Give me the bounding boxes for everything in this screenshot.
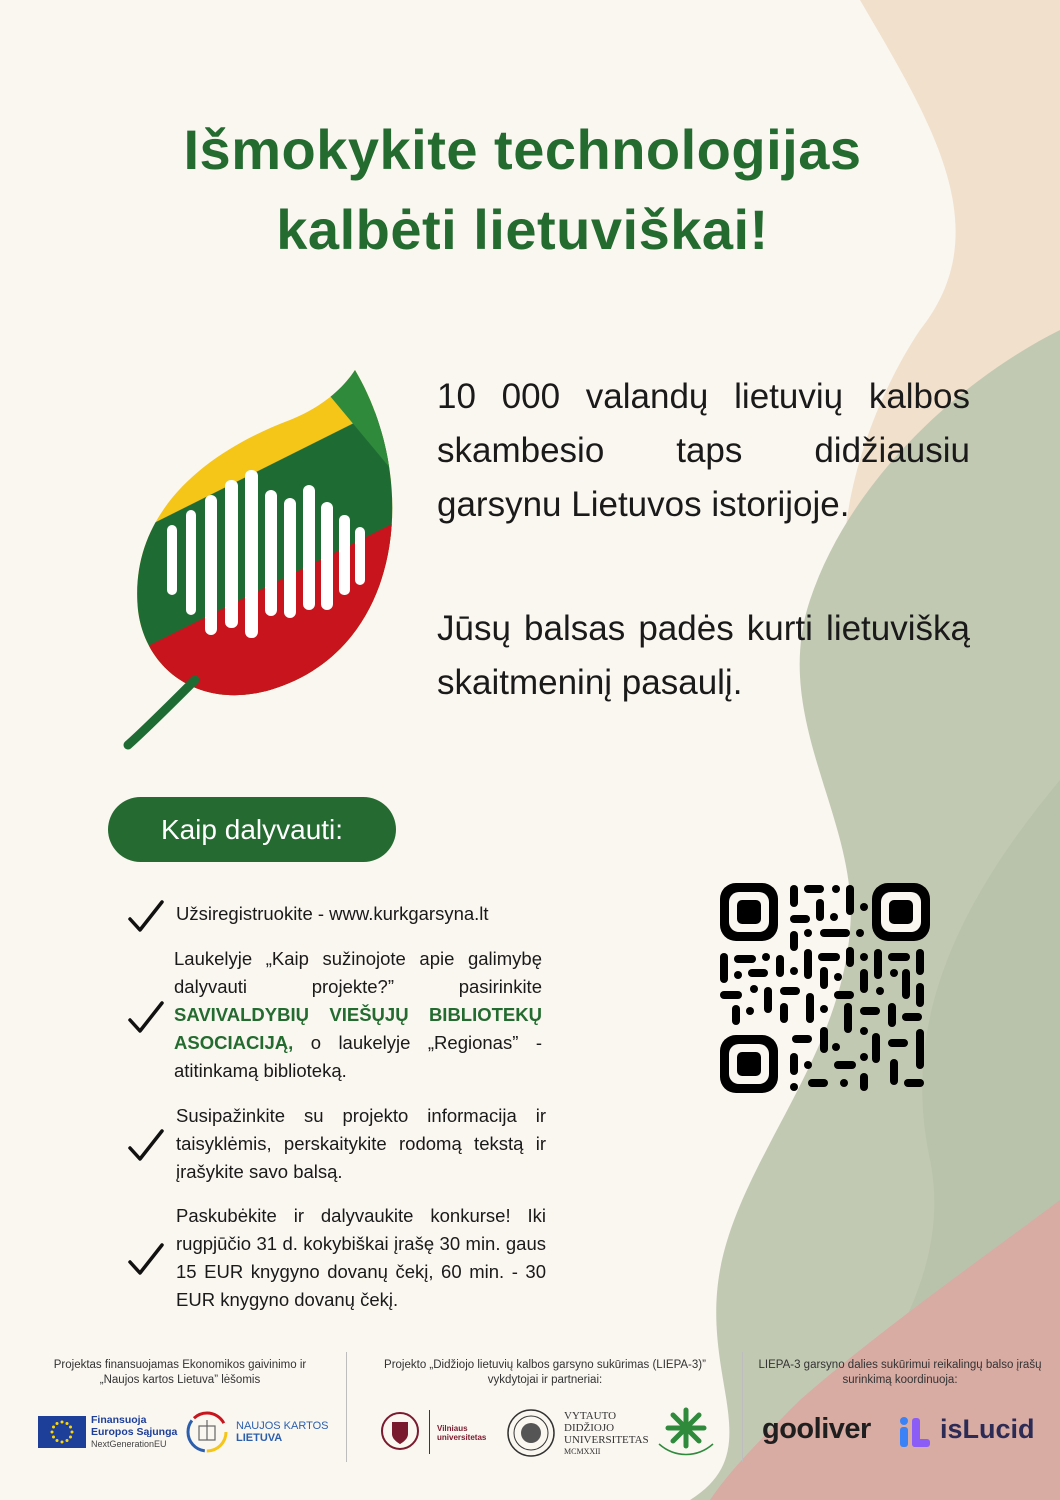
vdu-text (564, 1410, 649, 1458)
gooliver-logo: gooliver (762, 1413, 871, 1445)
footer-divider (346, 1352, 347, 1462)
vdu-seal-icon (506, 1408, 556, 1458)
footer-funding-line-2: „Naujos kartos Lietuva” lėšomis (99, 1374, 261, 1386)
step-2-highlight: SAVIVALDYBIŲ VIEŠŲJŲ BIBLIOTEKŲ ASOCIACIJĄ, (174, 1004, 542, 1053)
vdu-line-2: DIDŽIOJO (564, 1422, 615, 1434)
eu-line-2: Europos Sąjunga (91, 1426, 178, 1438)
title-line-1: Išmokykite technologijas (183, 118, 862, 181)
vilnius-university-text (437, 1424, 486, 1442)
intro-paragraph-2: Jūsų balsas padės kurti lietuvišką skaitmeninį pasaulį. (437, 609, 970, 702)
footer-funding-text (30, 1358, 330, 1388)
check-icon (126, 1000, 166, 1036)
eu-line-1: Finansuoja (91, 1414, 147, 1426)
title-line-2: kalbėti lietuviškai! (276, 198, 769, 261)
how-to-participate-heading: Kaip dalyvauti: (108, 797, 396, 862)
footer-coordinator-text (750, 1358, 1050, 1388)
eu-logo-text (91, 1414, 177, 1450)
islucid-logo-icon (898, 1416, 932, 1448)
step-2-text (174, 945, 542, 1085)
islucid-logo-text: isLucid (940, 1414, 1035, 1444)
footer-coordinator-line-1: LIEPA-3 garsyno dalies sukūrimui reikalingų balso įrašų (758, 1359, 1042, 1371)
page-title (0, 110, 1045, 270)
nk-line-2: LIETUVA (236, 1432, 283, 1444)
vilnius-university-seal-icon (380, 1410, 420, 1452)
intro-paragraph-1: 10 000 valandų lietuvių kalbos skambesio taps didžiausiu garsynu Lietuvos istorijoje. (437, 377, 970, 524)
lki-logo-icon (655, 1404, 717, 1460)
check-icon (126, 1128, 166, 1164)
vdu-line-4: MCMXXII (564, 1447, 601, 1456)
footer-partners-line-1: Projekto „Didžiojo lietuvių kalbos garsyno sukūrimas (LIEPA-3)” (384, 1359, 706, 1371)
vdu-line-1: VYTAUTO (564, 1410, 617, 1422)
footer-partners-line-2: vykdytojai ir partneriai: (487, 1374, 603, 1386)
vdu-line-3: UNIVERSITETAS (564, 1434, 649, 1446)
naujos-kartos-logo-text (236, 1420, 329, 1444)
footer-coordinator-line-2: surinkimą koordinuoja: (842, 1374, 958, 1386)
footer-divider (742, 1352, 743, 1462)
step-2-text-after: o laukelyje „Regionas” - atitinkamą biblioteką. (174, 1032, 542, 1081)
check-icon (126, 899, 166, 935)
leaf-soundwave-logo (120, 360, 400, 760)
step-1-text: Užsiregistruokite - www.kurkgarsyna.lt (176, 903, 489, 924)
footer-partners-text (360, 1358, 730, 1388)
step-3-text: Susipažinkite su projekto informacija ir taisyklėmis, perskaitykite rodomą tekstą ir įrašykite savo balsą. (176, 1105, 546, 1182)
check-icon (126, 1242, 166, 1278)
vu-divider (429, 1410, 430, 1454)
naujos-kartos-logo-icon (185, 1410, 229, 1454)
eu-flag-icon (38, 1416, 86, 1448)
step-2-text-before: Laukelyje „Kaip sužinojote apie galimybę dalyvauti projekte?” pasirinkite (174, 948, 542, 997)
qr-code[interactable] (720, 883, 930, 1093)
step-4-text: Paskubėkite ir dalyvaukite konkurse! Iki rugpjūčio 31 d. kokybiškai įrašę 30 min. gaus 15 EUR knygyno dovanų čekį, 60 min. - 30 EUR knygyno dovanų čekį. (176, 1205, 546, 1310)
footer-funding-line-1: Projektas finansuojamas Ekonomikos gaivinimo ir (53, 1359, 307, 1371)
eu-line-3: NextGenerationEU (91, 1439, 167, 1449)
vu-line-1: Vilniaus (437, 1424, 468, 1433)
nk-line-1: NAUJOS KARTOS (236, 1420, 329, 1432)
vu-line-2: universitetas (437, 1433, 487, 1442)
